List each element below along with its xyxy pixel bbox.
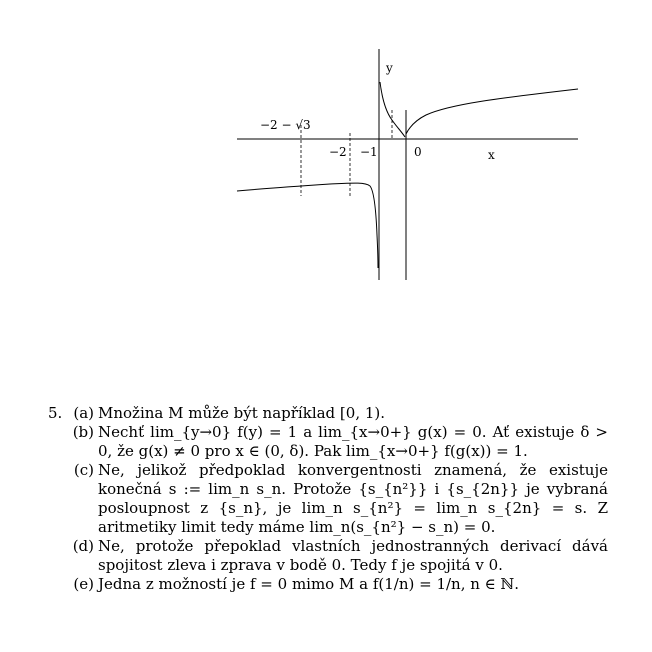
item-text: Ne, protože přepoklad vlastních jednostranných derivací dává spojitost zleva i zprava v bodě 0. Tedy f je spojitá v 0. bbox=[98, 537, 608, 574]
solution-item-d bbox=[48, 537, 608, 575]
solution-item-b bbox=[48, 423, 608, 461]
item-label: (a) bbox=[73, 404, 94, 422]
solution-item-c bbox=[48, 461, 608, 537]
item-text: Jedna z možností je f = 0 mimo M a f(1/n) = 1/n, n ∈ ℕ. bbox=[98, 575, 520, 593]
item-label: (b) bbox=[72, 423, 94, 441]
exercise-number: 5. bbox=[48, 404, 63, 422]
x-axis-label: x bbox=[488, 148, 495, 162]
solutions-list bbox=[48, 404, 608, 594]
curve-right-branch bbox=[406, 89, 578, 134]
item-label: (c) bbox=[73, 461, 94, 479]
item-text: Množina M může být například [0, 1). bbox=[98, 404, 386, 422]
curve-middle-branch bbox=[380, 82, 405, 137]
annotation-neg2-minus-sqrt3: −2 − √3 bbox=[260, 118, 311, 132]
tick-label-neg1: −1 bbox=[360, 145, 378, 159]
function-graph bbox=[0, 0, 652, 300]
curve-left-branch bbox=[237, 183, 378, 268]
solution-item-e bbox=[48, 575, 608, 594]
tick-label-neg2: −2 bbox=[329, 145, 347, 159]
item-text: Ne, jelikož předpoklad konvergentnosti znamená, že existuje konečná s := lim_n s_n. Protože {s_{n²}} i {s_{2n}} je vybraná posloupnost z {s_n}, je lim_n s_{n²} = lim_n s_{2n} = s. Z aritmetiky limit tedy máme lim_n(s_{n²} − s_n) = 0. bbox=[98, 461, 608, 536]
origin-label: 0 bbox=[414, 145, 422, 159]
item-label: (d) bbox=[72, 537, 94, 555]
solution-item-a bbox=[48, 404, 608, 423]
item-label: (e) bbox=[73, 575, 94, 593]
y-axis-label: y bbox=[386, 61, 393, 75]
item-text: Nechť lim_{y→0} f(y) = 1 a lim_{x→0+} g(x) = 0. Ať existuje δ > 0, že g(x) ≠ 0 pro x ∈ (0, δ). Pak lim_{x→0+} f(g(x)) = 1. bbox=[98, 423, 608, 460]
